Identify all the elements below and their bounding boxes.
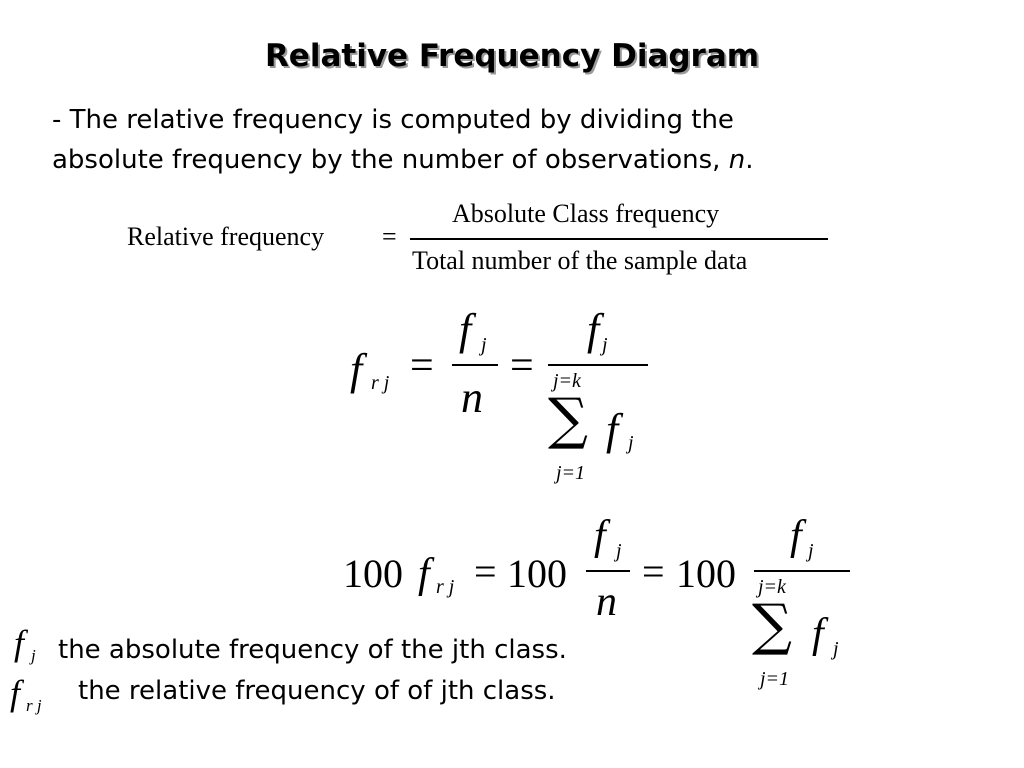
legend-1-text: the absolute frequency of the jth class.: [58, 635, 567, 665]
intro-var-n: n: [728, 145, 746, 175]
f1-num2-sub-j: j: [602, 334, 608, 356]
word-formula-denominator: Total number of the sample data: [412, 246, 748, 275]
intro-period: .: [745, 145, 754, 175]
f2-right-100: 100: [676, 551, 736, 596]
f1-fraction-bar-2: [548, 364, 648, 366]
f2-sum-f: f: [812, 611, 824, 657]
intro-line-2-text: absolute frequency by the number of observations,: [52, 145, 721, 175]
f2-num2-sub-j: j: [808, 540, 814, 562]
f1-num-sub-j: j: [481, 334, 487, 356]
f2-equals-1: =: [474, 549, 497, 594]
f1-fraction-bar-1: [452, 364, 498, 366]
f2-sum-lower: j=1: [760, 668, 790, 690]
f2-sum-sub-j: j: [833, 638, 839, 660]
f2-num-f: f: [594, 513, 606, 559]
legend-2-f: f: [10, 673, 21, 713]
f2-sigma: ∑: [752, 593, 792, 658]
f1-sum-lower: j=1: [556, 462, 586, 484]
legend-1-f: f: [14, 623, 25, 663]
word-formula-numerator: Absolute Class frequency: [452, 199, 720, 228]
f1-den-n: n: [461, 373, 483, 422]
f1-lhs-sub-rj: r j: [371, 372, 390, 394]
word-formula-equals: =: [382, 222, 397, 251]
f1-equals-2: =: [510, 343, 534, 389]
f2-equals-2: =: [642, 549, 665, 594]
word-formula-fraction-bar: [410, 238, 828, 240]
f2-fraction-bar-1: [586, 570, 630, 572]
f2-fraction-bar-2: [754, 570, 850, 572]
f1-num-f: f: [459, 305, 472, 354]
legend-2-text: the relative frequency of of jth class.: [78, 676, 556, 706]
intro-line-2: [52, 140, 753, 180]
intro-line-1: - The relative frequency is computed by dividing the: [52, 105, 734, 135]
f2-den-n: n: [596, 579, 617, 625]
f1-sum-upper: j=k: [553, 370, 581, 392]
f1-sigma: ∑: [548, 387, 588, 452]
f2-mid-100: 100: [507, 551, 567, 596]
word-formula-lhs: Relative frequency: [127, 222, 325, 251]
f1-num2-f: f: [587, 305, 600, 354]
f2-lhs-100: 100: [343, 551, 403, 596]
f1-lhs-f: f: [350, 345, 363, 394]
legend-2-sub: r j: [26, 696, 42, 715]
legend-1-sub: j: [31, 646, 36, 665]
f1-sum-f: f: [606, 405, 619, 454]
f1-equals-1: =: [410, 343, 434, 389]
f2-lhs-f: f: [418, 551, 430, 597]
f2-lhs-sub-rj: r j: [436, 576, 455, 598]
f1-sum-sub-j: j: [628, 432, 634, 454]
f2-num2-f: f: [790, 513, 802, 559]
f2-sum-upper: j=k: [758, 576, 786, 598]
slide-title: Relative Frequency Diagram: [264, 38, 760, 74]
f2-num-sub-j: j: [616, 540, 622, 562]
